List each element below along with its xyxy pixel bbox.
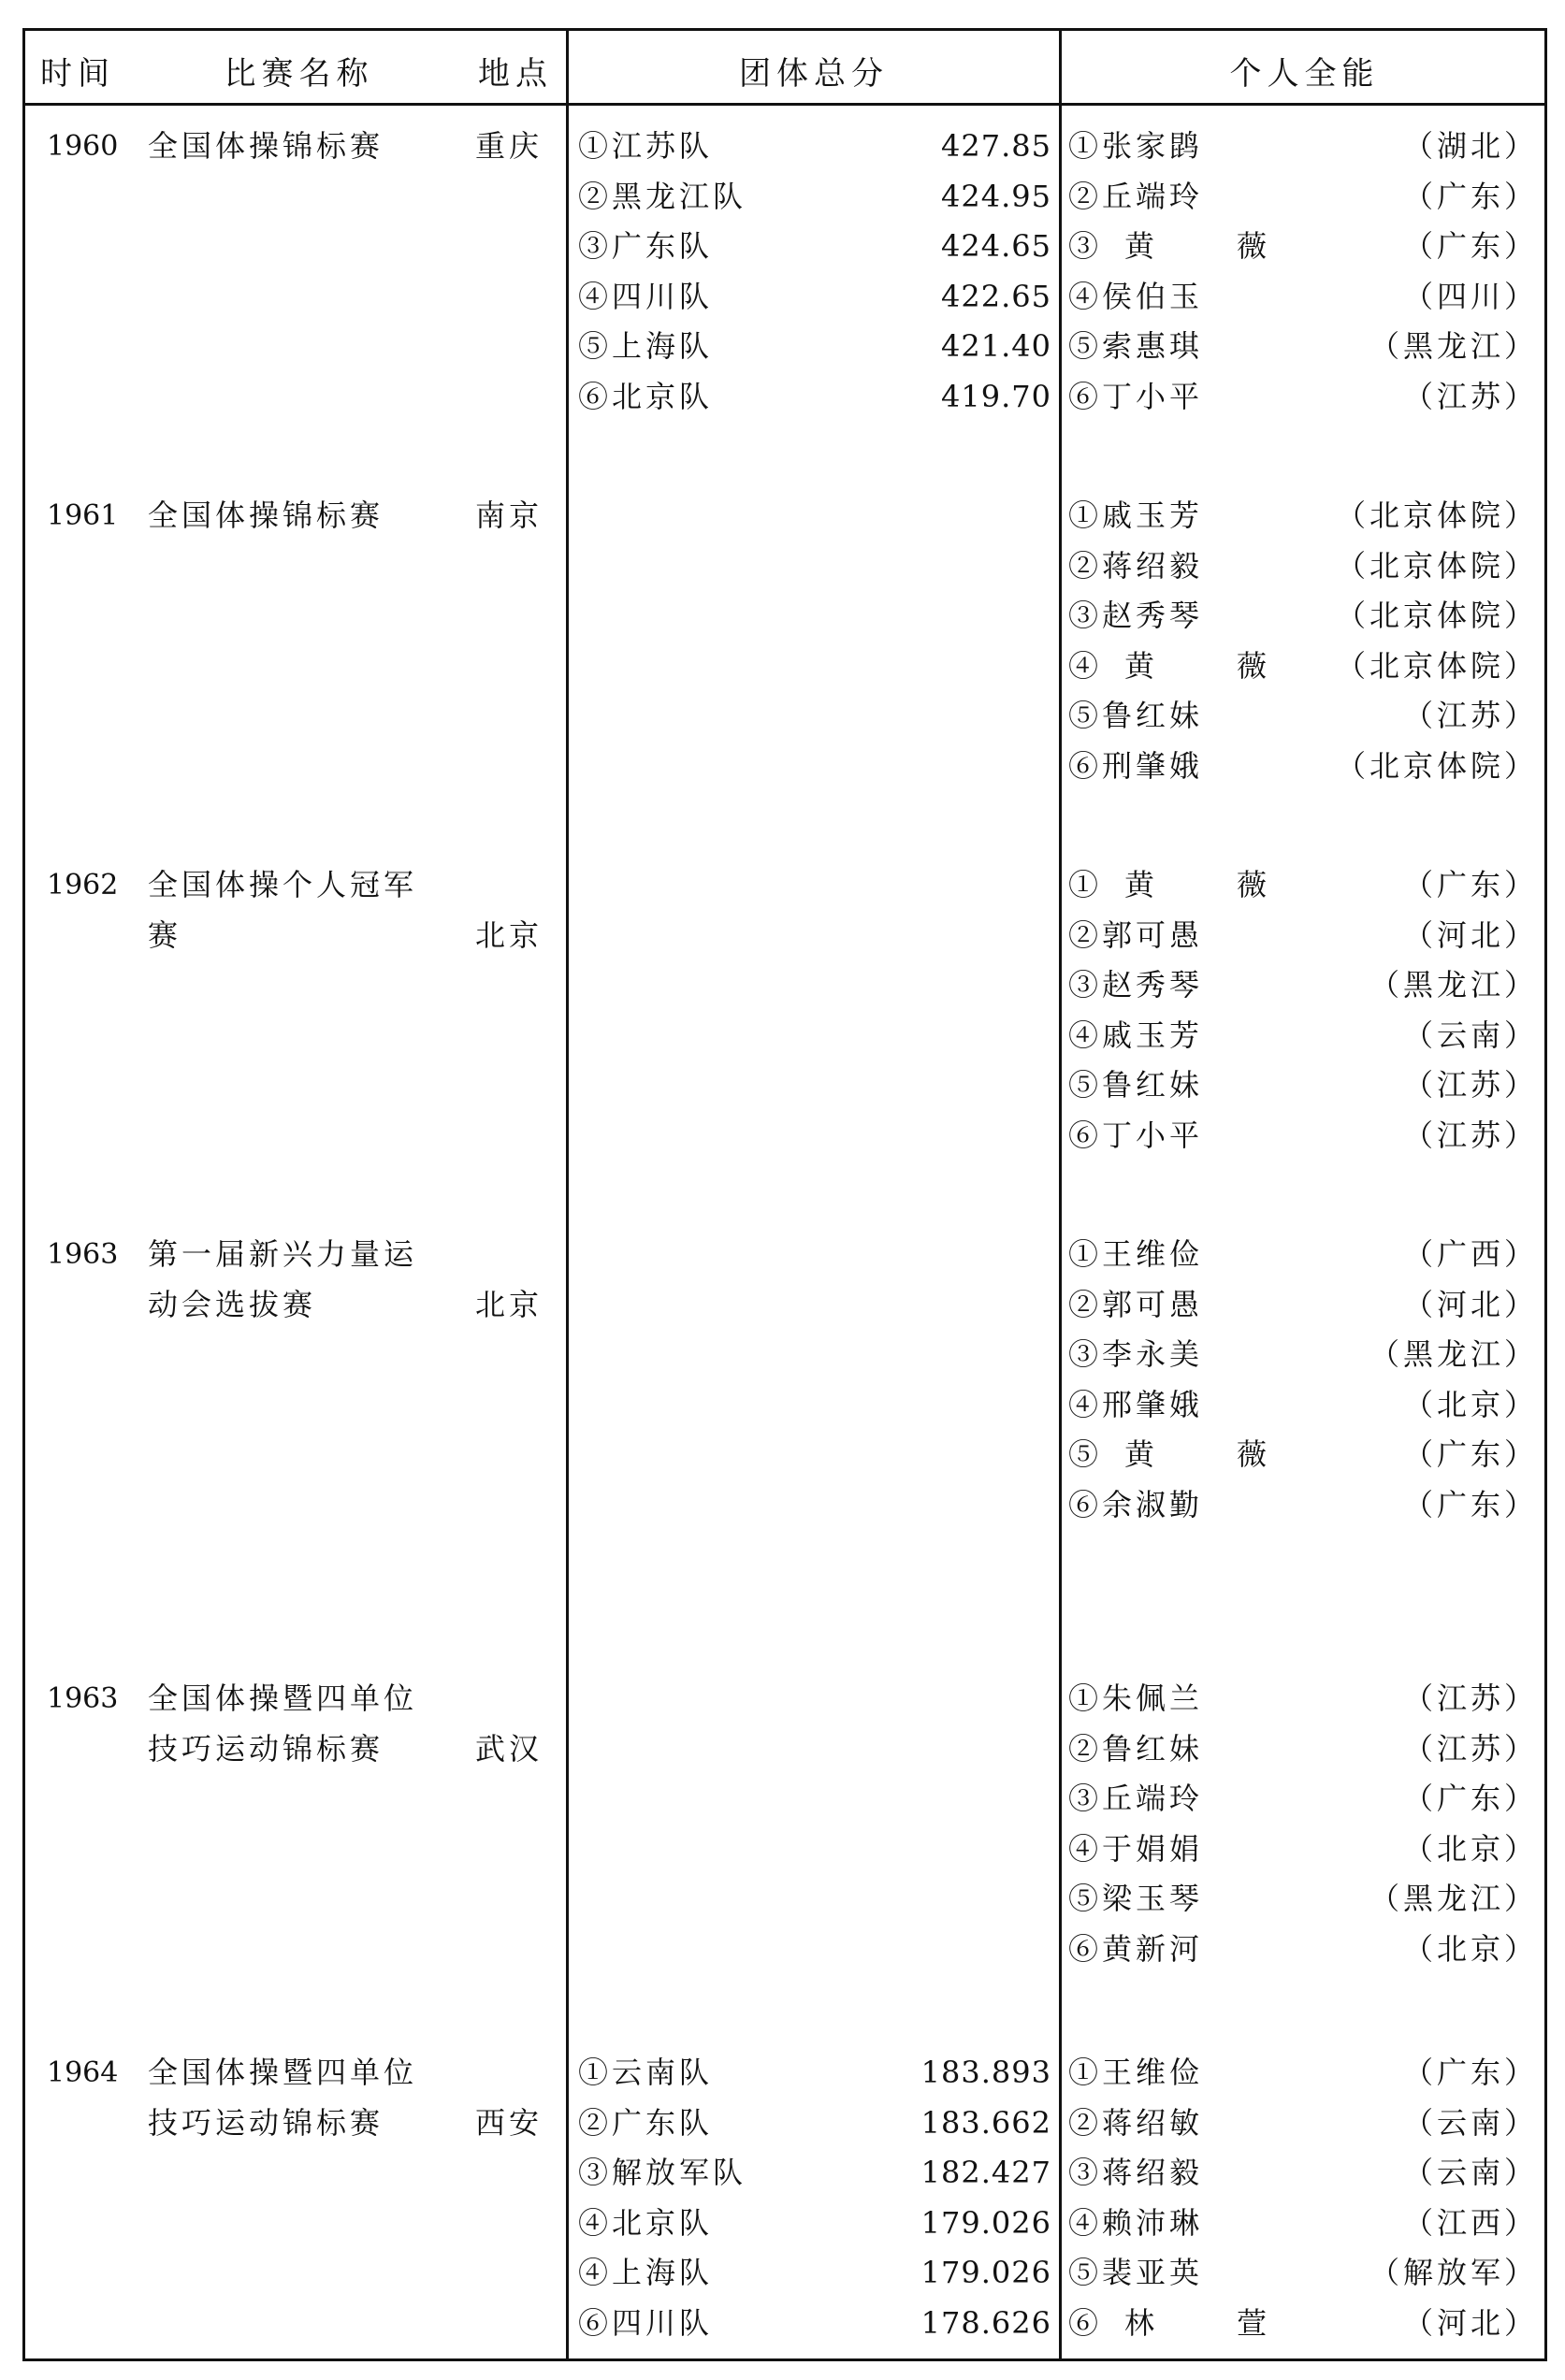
header-time: 时间 (40, 55, 115, 93)
athlete-name: ①王维俭 (1068, 2055, 1204, 2090)
athlete-province: （黑龙江） (1369, 967, 1538, 1003)
athlete-province: （广东） (1402, 1781, 1538, 1817)
team-name: ③广东队 (578, 228, 714, 265)
athlete-province: （北京） (1402, 1386, 1538, 1422)
athlete-name: ④于娟娟 (1068, 1830, 1204, 1867)
team-name: ③解放军队 (578, 2155, 747, 2191)
team-name: ④北京队 (578, 2204, 714, 2241)
athlete-province: （河北） (1402, 1286, 1538, 1322)
athlete-name: ⑤裴亚英 (1068, 2255, 1204, 2291)
athlete-name: ①戚玉芳 (1068, 498, 1204, 533)
athlete-province: （云南） (1402, 2104, 1538, 2141)
athlete-name: ⑥丁小平 (1068, 1118, 1204, 1153)
team-name: ④上海队 (578, 2255, 714, 2291)
team-score: 419.70 (941, 379, 1051, 414)
header-individual-all-around: 个人全能 (1229, 55, 1380, 93)
event-name-line: 技巧运动锦标赛 (148, 2104, 384, 2141)
athlete-name: ⑥刑肇娥 (1068, 748, 1204, 784)
athlete-province: （云南） (1402, 1017, 1538, 1053)
athlete-province: （广东） (1402, 867, 1538, 902)
athlete-name: ⑤鲁红妹 (1068, 1067, 1204, 1103)
year-cell: 1963 (47, 1238, 119, 1271)
team-score: 427.85 (941, 128, 1051, 164)
athlete-province: （北京体院） (1335, 498, 1538, 533)
column-divider-individual (1059, 28, 1062, 2361)
athlete-name: ②郭可愚 (1068, 916, 1204, 953)
athlete-name: ④戚玉芳 (1068, 1017, 1204, 1053)
athlete-name: ②郭可愚 (1068, 1286, 1204, 1322)
athlete-name: ④赖沛琳 (1068, 2204, 1204, 2241)
header-place: 地点 (478, 55, 553, 93)
athlete-name: ④侯伯玉 (1068, 278, 1204, 314)
athlete-name: ⑥丁小平 (1068, 379, 1204, 414)
year-cell: 1963 (47, 1682, 119, 1715)
athlete-province: （解放军） (1369, 2255, 1538, 2291)
location-cell: 北京 (475, 916, 543, 953)
athlete-province: （广东） (1402, 2055, 1538, 2090)
team-score: 424.65 (941, 228, 1051, 265)
athlete-name: ③李永美 (1068, 1336, 1204, 1373)
team-name: ①江苏队 (578, 128, 714, 164)
athlete-province: （湖北） (1402, 128, 1538, 164)
athlete-name: ③赵秀琴 (1068, 967, 1204, 1003)
athlete-province: （江苏） (1402, 1680, 1538, 1716)
header-team-score: 团体总分 (739, 55, 889, 93)
athlete-province: （广东） (1402, 1487, 1538, 1522)
athlete-province: （广西） (1402, 1236, 1538, 1272)
event-name-line: 全国体操暨四单位 (148, 2055, 418, 2090)
event-name-line: 赛 (148, 916, 182, 953)
athlete-name: ⑤梁玉琴 (1068, 1881, 1204, 1917)
athlete-province: （黑龙江） (1369, 328, 1538, 365)
athlete-province: （河北） (1402, 916, 1538, 953)
athlete-province: （北京体院） (1335, 598, 1538, 634)
athlete-province: （江苏） (1402, 1067, 1538, 1103)
athlete-province: （广东） (1402, 228, 1538, 265)
header-event: 比赛名称 (224, 55, 374, 93)
athlete-name: ②丘端玲 (1068, 178, 1204, 214)
year-cell: 1961 (47, 499, 119, 532)
athlete-name: ③黄 薇 (1068, 228, 1294, 265)
athlete-province: （黑龙江） (1369, 1881, 1538, 1917)
athlete-province: （北京体院） (1335, 647, 1538, 684)
team-score: 421.40 (941, 328, 1051, 365)
athlete-province: （广东） (1402, 1436, 1538, 1473)
event-name-line: 全国体操暨四单位 (148, 1680, 418, 1716)
athlete-province: （云南） (1402, 2155, 1538, 2191)
athlete-province: （北京） (1402, 1830, 1538, 1867)
athlete-province: （河北） (1402, 2305, 1538, 2341)
team-score: 183.662 (920, 2104, 1051, 2141)
athlete-name: ①王维俭 (1068, 1236, 1204, 1272)
athlete-province: （江苏） (1402, 379, 1538, 414)
location-cell: 重庆 (475, 128, 543, 164)
athlete-province: （江苏） (1402, 698, 1538, 734)
athlete-name: ⑥林 萱 (1068, 2305, 1294, 2341)
athlete-name: ⑥余淑勤 (1068, 1487, 1204, 1522)
athlete-name: ①黄 薇 (1068, 867, 1294, 902)
team-name: ①云南队 (578, 2055, 714, 2090)
team-score: 178.626 (920, 2305, 1051, 2341)
athlete-province: （北京体院） (1335, 748, 1538, 784)
athlete-name: ②鲁红妹 (1068, 1730, 1204, 1767)
team-score: 182.427 (920, 2155, 1051, 2191)
athlete-name: ②蒋绍敏 (1068, 2104, 1204, 2141)
team-name: ②黑龙江队 (578, 178, 747, 214)
event-name-line: 全国体操个人冠军 (148, 867, 418, 902)
team-score: 179.026 (920, 2204, 1051, 2241)
location-cell: 南京 (475, 498, 543, 533)
year-cell: 1962 (47, 869, 119, 902)
athlete-name: ②蒋绍毅 (1068, 547, 1204, 584)
team-name: ⑥北京队 (578, 379, 714, 414)
athlete-name: ③赵秀琴 (1068, 598, 1204, 634)
team-name: ⑥四川队 (578, 2305, 714, 2341)
athlete-province: （江苏） (1402, 1730, 1538, 1767)
team-score: 422.65 (941, 278, 1051, 314)
athlete-province: （广东） (1402, 178, 1538, 214)
event-name-line: 全国体操锦标赛 (148, 128, 384, 164)
athlete-name: ④邢肇娥 (1068, 1386, 1204, 1422)
year-cell: 1960 (47, 130, 119, 163)
team-name: ②广东队 (578, 2104, 714, 2141)
location-cell: 西安 (475, 2104, 543, 2141)
athlete-province: （北京体院） (1335, 547, 1538, 584)
athlete-name: ③丘端玲 (1068, 1781, 1204, 1817)
event-name-line: 第一届新兴力量运 (148, 1236, 418, 1272)
athlete-province: （江苏） (1402, 1118, 1538, 1153)
header-divider (22, 103, 1547, 106)
athlete-name: ①朱佩兰 (1068, 1680, 1204, 1716)
team-score: 179.026 (920, 2255, 1051, 2291)
athlete-name: ⑥黄新河 (1068, 1931, 1204, 1967)
location-cell: 武汉 (475, 1730, 543, 1767)
athlete-name: ③蒋绍毅 (1068, 2155, 1204, 2191)
event-name-line: 技巧运动锦标赛 (148, 1730, 384, 1767)
athlete-province: （北京） (1402, 1931, 1538, 1967)
team-name: ④四川队 (578, 278, 714, 314)
athlete-province: （江西） (1402, 2204, 1538, 2241)
event-name-line: 动会选拔赛 (148, 1286, 317, 1322)
athlete-province: （黑龙江） (1369, 1336, 1538, 1373)
location-cell: 北京 (475, 1286, 543, 1322)
event-name-line: 全国体操锦标赛 (148, 498, 384, 533)
athlete-name: ⑤索惠琪 (1068, 328, 1204, 365)
athlete-name: ⑤黄 薇 (1068, 1436, 1294, 1473)
team-score: 424.95 (941, 178, 1051, 214)
athlete-name: ⑤鲁红妹 (1068, 698, 1204, 734)
athlete-name: ①张家鹍 (1068, 128, 1204, 164)
athlete-name: ④黄 薇 (1068, 647, 1294, 684)
team-score: 183.893 (920, 2055, 1051, 2090)
column-divider-team (566, 28, 569, 2361)
table-border (22, 28, 1547, 2361)
team-name: ⑤上海队 (578, 328, 714, 365)
athlete-province: （四川） (1402, 278, 1538, 314)
year-cell: 1964 (47, 2056, 119, 2089)
